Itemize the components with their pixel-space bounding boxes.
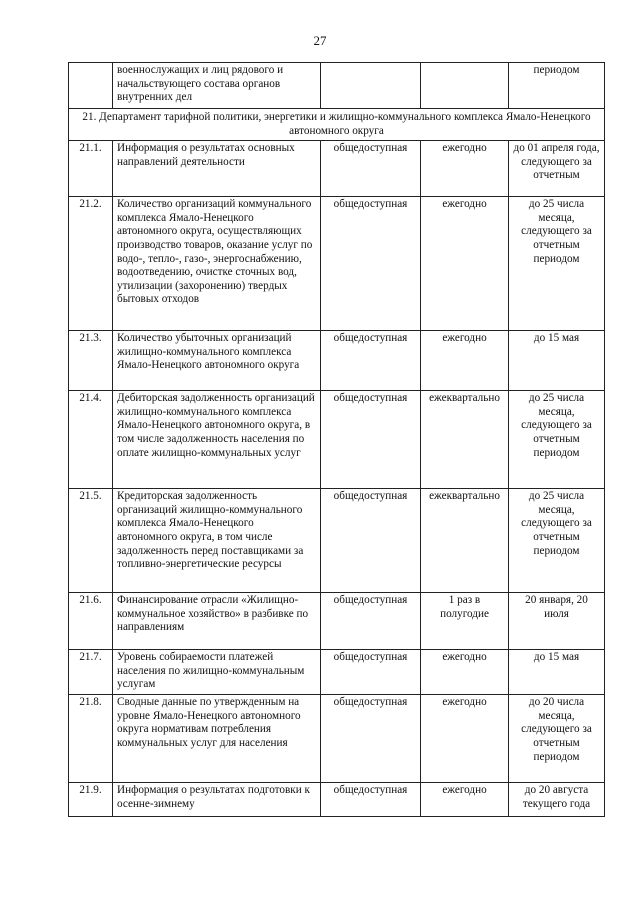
row-name: Дебиторская задолженность организаций жилищно-коммунального комплекса Ямало-Ненецкого автономного округа, в том числе задолженность населения по оплате жилищно-коммунальных услуг xyxy=(113,391,321,489)
table-row xyxy=(69,593,605,650)
table-row xyxy=(69,650,605,695)
row-access: общедоступная xyxy=(321,783,421,817)
row-number: 21.9. xyxy=(69,783,113,817)
row-name: Количество организаций коммунального комплекса Ямало-Ненецкого автономного округа, осуществляющих производство товаров, оказание услуг по водо-, тепло-, газо-, энергоснабжению, водоотведению, очистке сточных вод, утилизации (захоронению) твердых бытовых отходов xyxy=(113,197,321,331)
row-term: 20 января, 20 июля xyxy=(509,593,605,650)
row-frequency: 1 раз в полугодие xyxy=(421,593,509,650)
information-table xyxy=(68,62,605,817)
row-name: Кредиторская задолженность организаций жилищно-коммунального комплекса Ямало-Ненецкого автономного округа, в том числе задолженность перед поставщиками за топливно-энергетические ресурсы xyxy=(113,489,321,593)
row-access: общедоступная xyxy=(321,141,421,197)
table-row xyxy=(69,391,605,489)
row-term: до 20 числа месяца, следующего за отчетным периодом xyxy=(509,695,605,783)
row-number: 21.3. xyxy=(69,331,113,391)
row-access: общедоступная xyxy=(321,695,421,783)
table-row xyxy=(69,331,605,391)
row-frequency: ежегодно xyxy=(421,331,509,391)
row-access: общедоступная xyxy=(321,197,421,331)
page-number: 27 xyxy=(313,33,327,48)
row-frequency: ежегодно xyxy=(421,783,509,817)
section-title: 21. Департамент тарифной политики, энергетики и жилищно-коммунального комплекса Ямало-Ненецкого автономного округа xyxy=(69,109,605,141)
row-frequency: ежеквартально xyxy=(421,489,509,593)
row-term: до 25 числа месяца, следующего за отчетным периодом xyxy=(509,197,605,331)
row-term: до 20 августа текущего года xyxy=(509,783,605,817)
row-number: 21.6. xyxy=(69,593,113,650)
row-frequency: ежегодно xyxy=(421,650,509,695)
row-access: общедоступная xyxy=(321,391,421,489)
row-term: до 25 числа месяца, следующего за отчетным периодом xyxy=(509,391,605,489)
row-term: периодом xyxy=(509,63,605,109)
row-number xyxy=(69,63,113,109)
row-number: 21.4. xyxy=(69,391,113,489)
row-access: общедоступная xyxy=(321,593,421,650)
row-number: 21.1. xyxy=(69,141,113,197)
row-access: общедоступная xyxy=(321,489,421,593)
row-frequency: ежегодно xyxy=(421,695,509,783)
row-term: до 25 числа месяца, следующего за отчетным периодом xyxy=(509,489,605,593)
row-name: Финансирование отрасли «Жилищно-коммунальное хозяйство» в разбивке по направлениям xyxy=(113,593,321,650)
table-row xyxy=(69,695,605,783)
row-number: 21.8. xyxy=(69,695,113,783)
row-name: Информация о результатах основных направлений деятельности xyxy=(113,141,321,197)
row-term: до 15 мая xyxy=(509,331,605,391)
row-frequency: ежегодно xyxy=(421,141,509,197)
section-header-row xyxy=(69,109,605,141)
row-access: общедоступная xyxy=(321,650,421,695)
row-name: Уровень собираемости платежей населения по жилищно-коммунальным услугам xyxy=(113,650,321,695)
row-frequency xyxy=(421,63,509,109)
row-name: военнослужащих и лиц рядового и начальствующего состава органов внутренних дел xyxy=(113,63,321,109)
table-row xyxy=(69,783,605,817)
row-name: Количество убыточных организаций жилищно-коммунального комплекса Ямало-Ненецкого автономного округа xyxy=(113,331,321,391)
row-term: до 01 апреля года, следующего за отчетным xyxy=(509,141,605,197)
row-access: общедоступная xyxy=(321,331,421,391)
row-access xyxy=(321,63,421,109)
row-number: 21.2. xyxy=(69,197,113,331)
table-row-continued xyxy=(69,63,605,109)
row-frequency: ежеквартально xyxy=(421,391,509,489)
row-frequency: ежегодно xyxy=(421,197,509,331)
row-number: 21.5. xyxy=(69,489,113,593)
table-row xyxy=(69,489,605,593)
row-name: Сводные данные по утвержденным на уровне Ямало-Ненецкого автономного округа нормативам потребления коммунальных услуг для населения xyxy=(113,695,321,783)
row-number: 21.7. xyxy=(69,650,113,695)
table-row xyxy=(69,197,605,331)
row-name: Информация о результатах подготовки к осенне-зимнему xyxy=(113,783,321,817)
row-term: до 15 мая xyxy=(509,650,605,695)
table-row xyxy=(69,141,605,197)
